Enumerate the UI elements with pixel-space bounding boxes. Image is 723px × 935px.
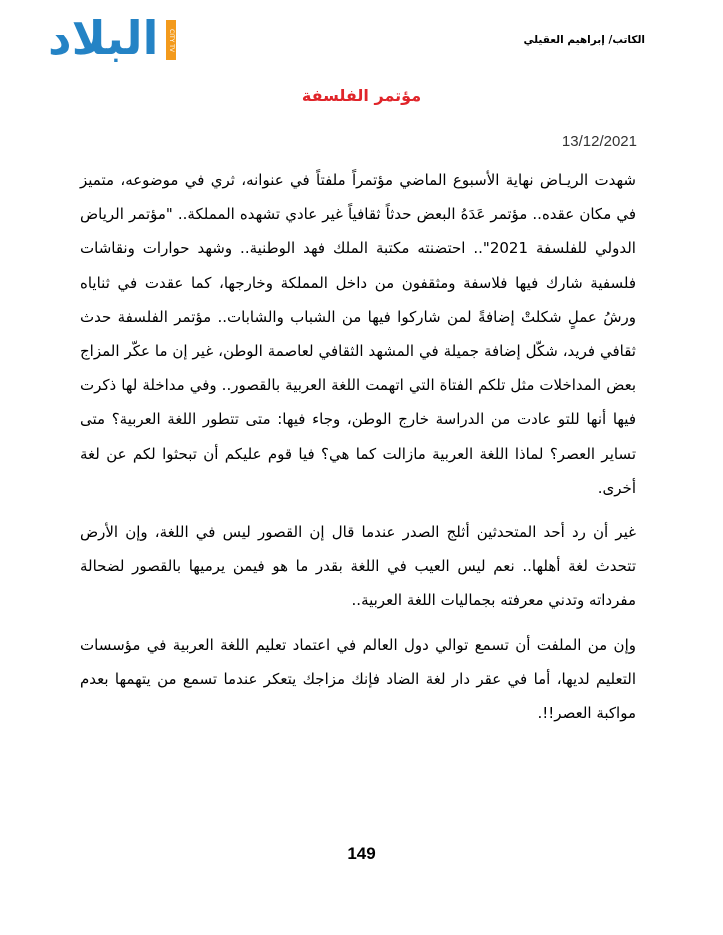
- author-line: الكاتب/ إبراهيم العقيلي: [523, 34, 645, 46]
- logo-tag: CITY TV: [166, 20, 176, 60]
- logo-wordmark: البلاد: [48, 11, 159, 65]
- page-number: 149: [347, 844, 376, 863]
- article-title: مؤتمر الفلسفة: [301, 86, 422, 105]
- article-paragraph: غير أن رد أحد المتحدثين أثلج الصدر عندما قال إن القصور ليس في اللغة، وإن الأرض تتحدث لغة أهلها.. نعم ليس العيب في اللغة بقدر ما هو فيمن يرميها بالقصور لضحالة مفرداته وتدني معرفته بجماليات اللغة العربية..: [80, 523, 636, 610]
- newspaper-logo: [48, 11, 176, 66]
- article-date: 13/12/2021: [561, 133, 637, 150]
- article-paragraph: شهدت الريـاض نهاية الأسبوع الماضي مؤتمراً ملفتاً في عنوانه، ثري في موضوعه، متميز في مكان عقده.. مؤتمر عَدَهُ البعض حدثاً ثقافياً غير عادي تشهده المملكة.. "مؤتمر الرياض الدولي للفلسفة 2021".. احتضنته مكتبة الملك فهد الوطنية.. وشهد حوارات ونقاشات فلسفية شارك فيها فلاسفة ومثقفون من داخل المملكة وخارجها، كما عقدت في ثناياه ورشُ عملٍ شكلتْ إضافةً لمن شاركوا فيها من الشباب والشابات.. مؤتمر الفلسفة حدث ثقافي فريد، شكّل إضافة جميلة في المشهد الثقافي لعاصمة الوطن، غير إن ما عكّر المزاج بعض المداخلات مثل تلكم الفتاة التي اتهمت اللغة العربية بالقصور.. وفي مداخلة لها ذكرت فيها أنها للتو عادت من الدراسة خارج الوطن، وجاء فيها: متى تتطور اللغة العربية؟ متى تساير العصر؟ لماذا اللغة العربية مازالت كما هي؟ فيا قوم عليكم أن تبحثوا لكم عن لغة أخرى.: [80, 171, 636, 497]
- article-body: [80, 163, 636, 740]
- article-paragraph: وإن من الملفت أن تسمع توالي دول العالم في اعتماد تعليم اللغة العربية في مؤسسات التعليم لديها، أما في عقر دار لغة الضاد فإنك مزاجك يتعكر عندما تسمع من يتهمها بعدم مواكبة العصر!!.: [80, 635, 636, 723]
